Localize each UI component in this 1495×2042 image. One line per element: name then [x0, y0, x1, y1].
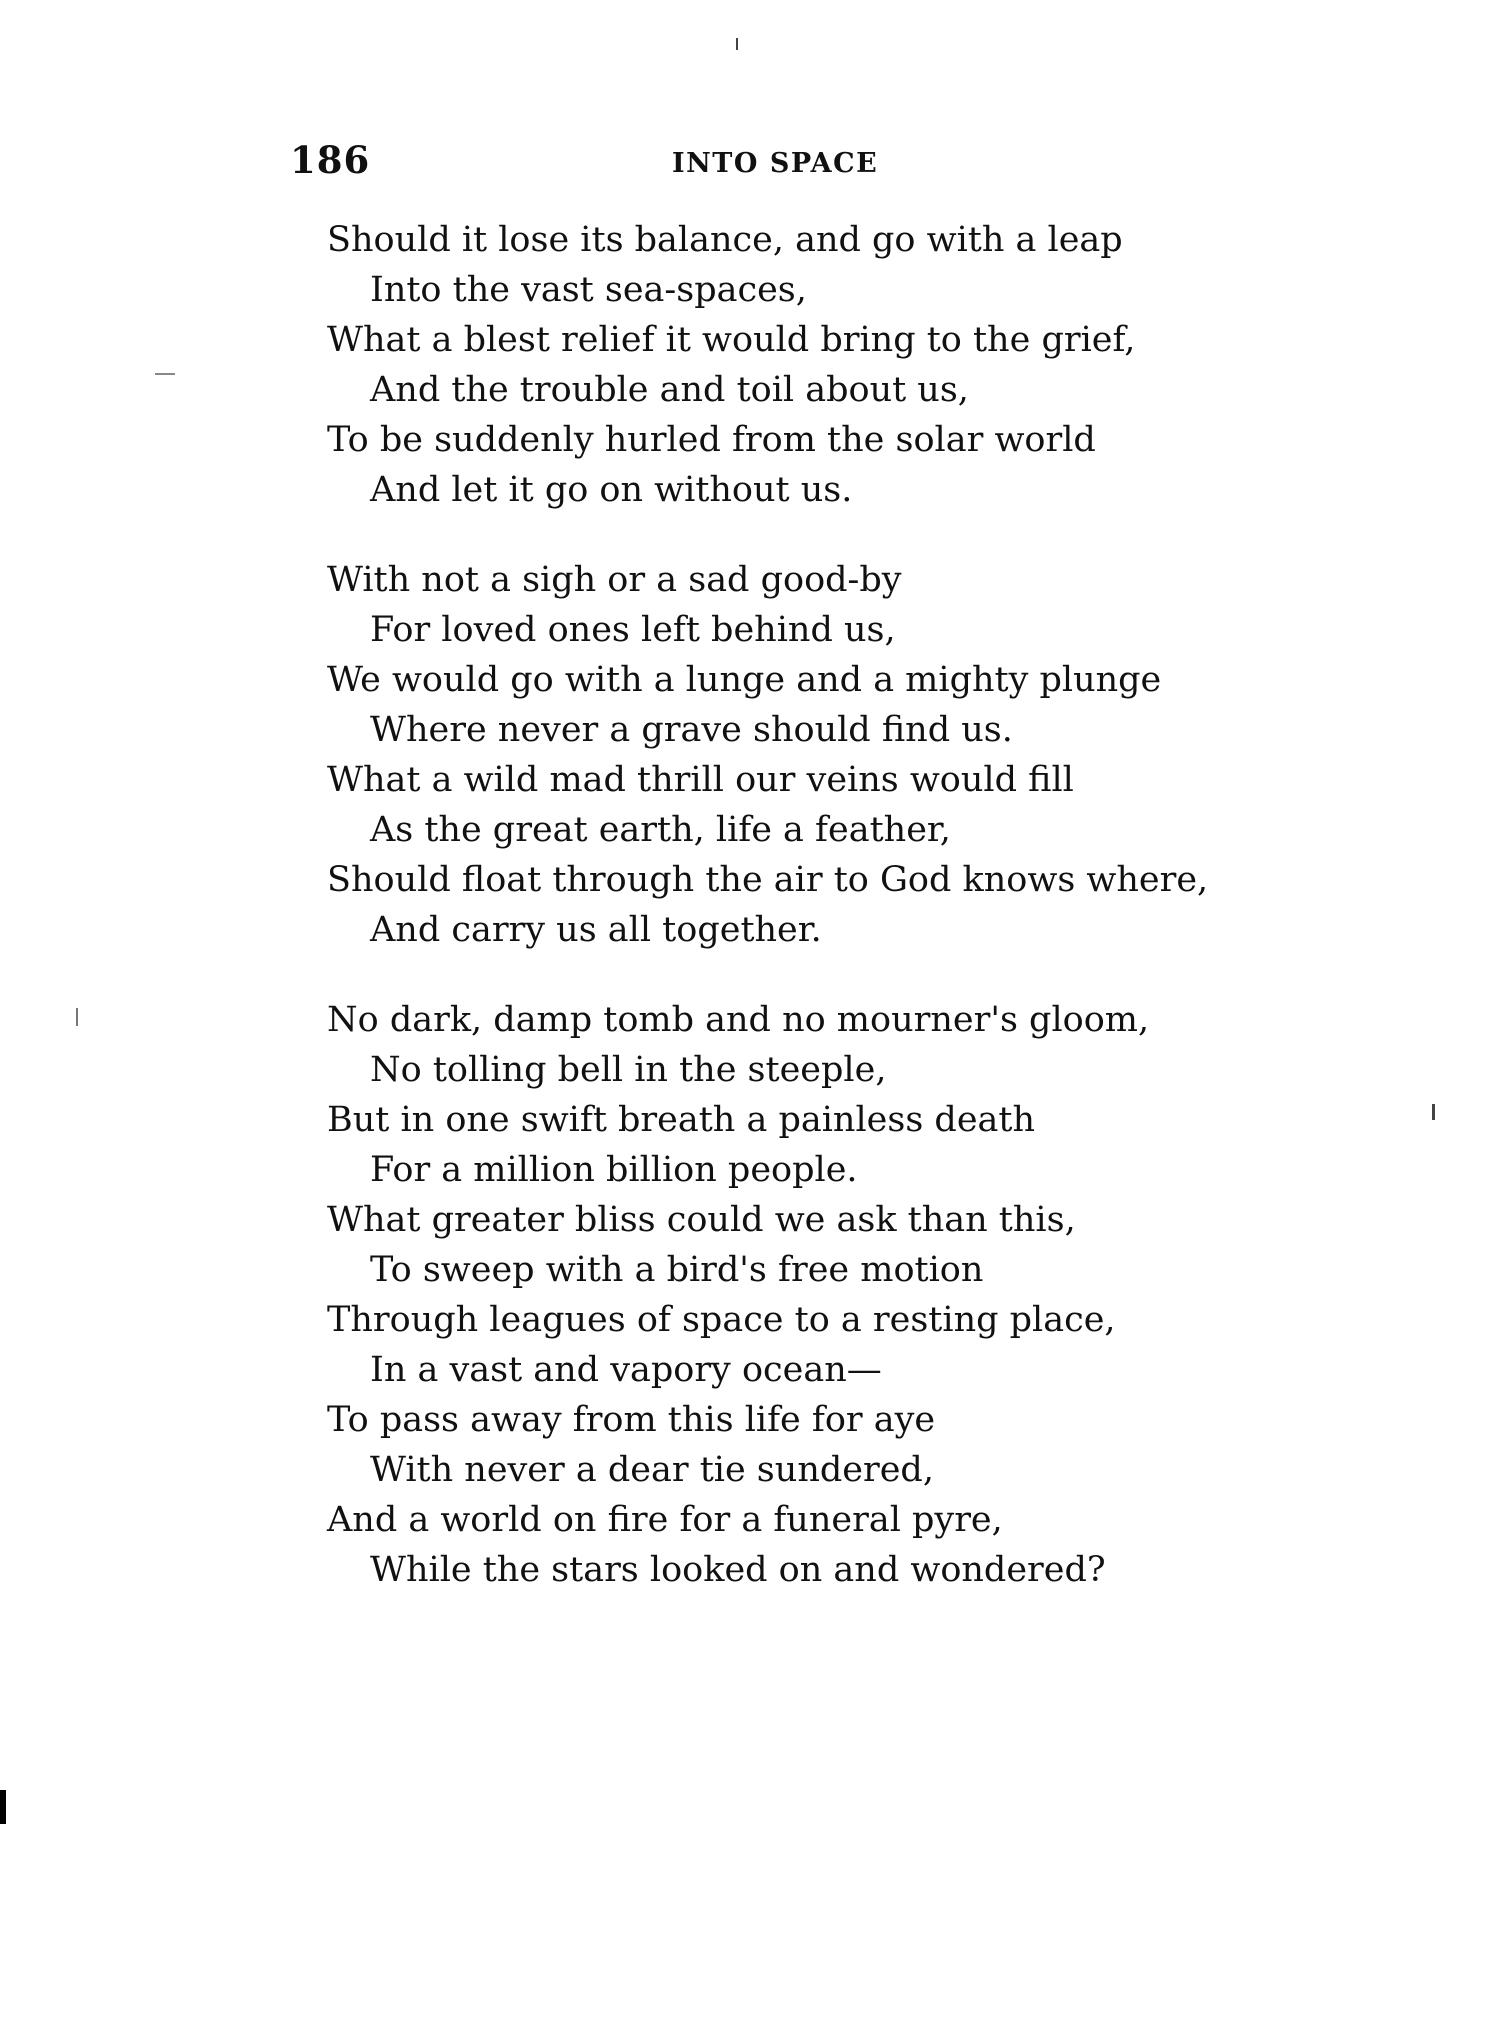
- stanza: [327, 995, 1327, 1595]
- page-number: 186: [290, 138, 371, 182]
- page-header: [290, 138, 1190, 188]
- poem-line: Should float through the air to God knows where,: [327, 860, 1209, 900]
- poem-body: [327, 215, 1327, 1635]
- poem-line: For a million billion people.: [370, 1150, 858, 1190]
- poem-line: Through leagues of space to a resting place,: [327, 1300, 1116, 1340]
- poem-line: With never a dear tie sundered,: [370, 1450, 934, 1490]
- poem-line: In a vast and vapory ocean—: [370, 1350, 882, 1390]
- stanza: [327, 555, 1327, 955]
- poem-line: What a wild mad thrill our veins would fill: [327, 760, 1074, 800]
- scan-speck: [1432, 1104, 1435, 1120]
- poem-line: As the great earth, life a feather,: [370, 810, 951, 850]
- poem-line: And carry us all together.: [370, 910, 822, 950]
- poem-line: Should it lose its balance, and go with a leap: [327, 220, 1123, 260]
- poem-line: And a world on fire for a funeral pyre,: [327, 1500, 1003, 1540]
- stanza: [327, 215, 1327, 515]
- scan-speck: [0, 1790, 6, 1824]
- scan-speck: [76, 1008, 78, 1026]
- poem-line: To sweep with a bird's free motion: [370, 1250, 984, 1290]
- poem-line: Into the vast sea-spaces,: [370, 270, 807, 310]
- poem-line: And the trouble and toil about us,: [370, 370, 969, 410]
- scan-speck: [736, 38, 738, 50]
- poem-line: With not a sigh or a sad good-by: [327, 560, 902, 600]
- poem-line: No tolling bell in the steeple,: [370, 1050, 887, 1090]
- poem-line: No dark, damp tomb and no mourner's gloom,: [327, 1000, 1150, 1040]
- poem-line: For loved ones left behind us,: [370, 610, 896, 650]
- poem-line: We would go with a lunge and a mighty plunge: [327, 660, 1162, 700]
- poem-line: But in one swift breath a painless death: [327, 1100, 1036, 1140]
- poem-line: To pass away from this life for aye: [327, 1400, 936, 1440]
- scan-speck: [155, 373, 175, 375]
- running-head: INTO SPACE: [672, 148, 879, 179]
- poem-line: What a blest relief it would bring to the grief,: [327, 320, 1136, 360]
- poem-line: What greater bliss could we ask than this,: [327, 1200, 1076, 1240]
- poem-line: Where never a grave should find us.: [370, 710, 1013, 750]
- poem-line: And let it go on without us.: [370, 470, 853, 510]
- poem-line: To be suddenly hurled from the solar world: [327, 420, 1096, 460]
- poem-line: While the stars looked on and wondered?: [370, 1550, 1106, 1590]
